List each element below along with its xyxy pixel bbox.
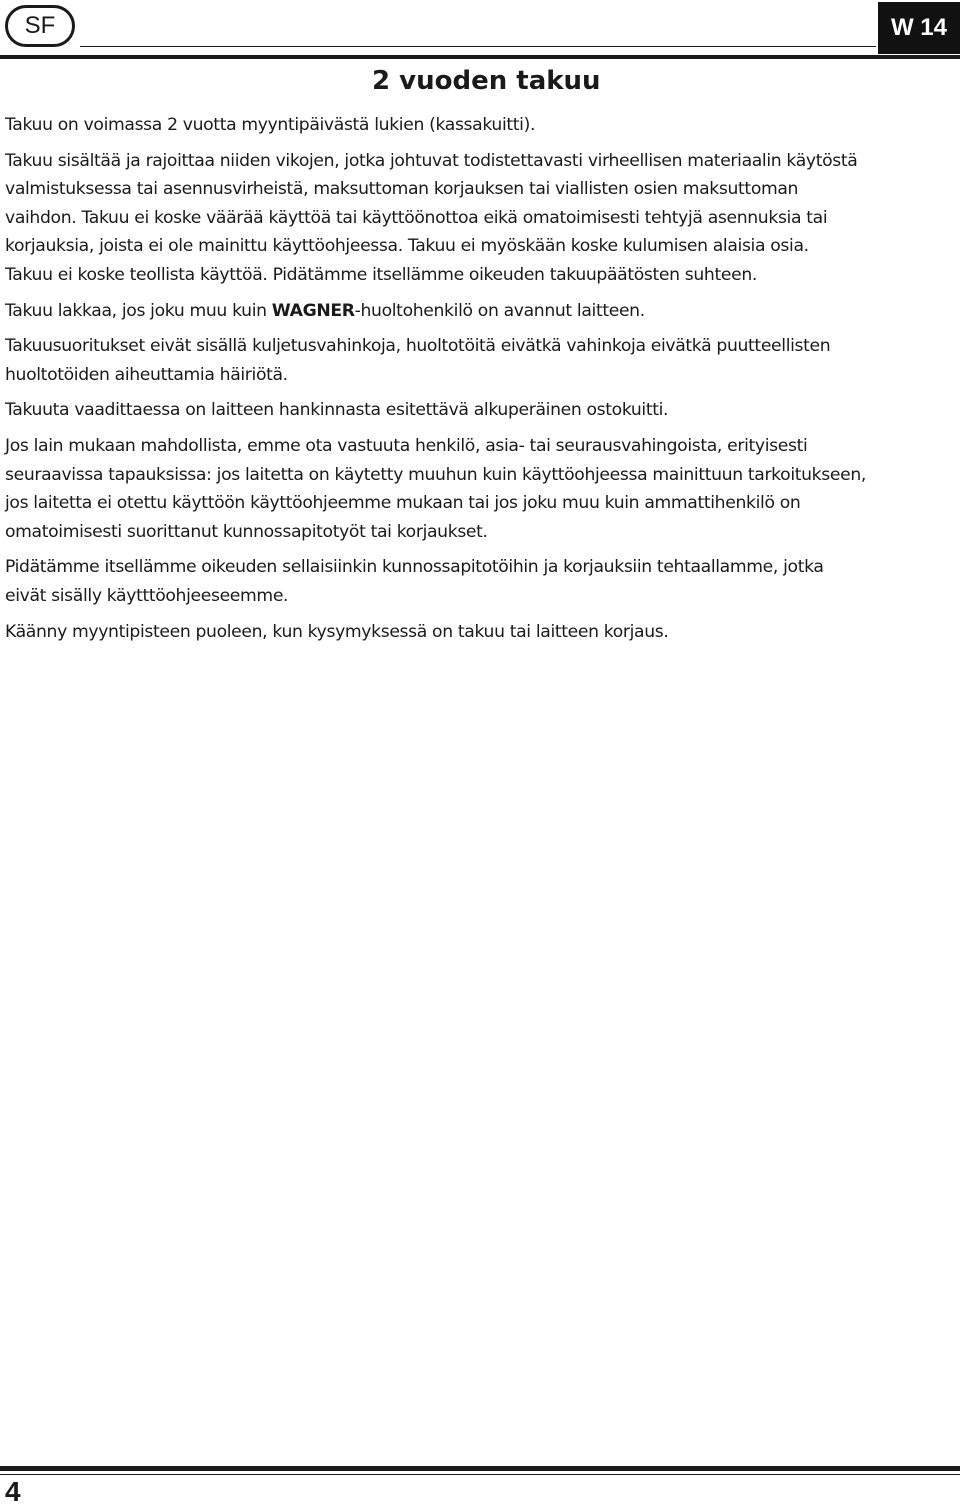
text-line: Takuu sisältää ja rajoittaa niiden vikojen, jotka johtuvat todistettavasti virheellisen materiaalin käytöstä: [5, 150, 858, 171]
text-line: Käänny myyntipisteen puoleen, kun kysymyksessä on takuu tai laitteen korjaus.: [5, 621, 669, 642]
text-line: jos laitetta ei otettu käyttöön käyttöohjeemme mukaan tai jos joku muu kuin ammattihenkilö on: [5, 493, 801, 514]
paragraph-coverage: [5, 147, 957, 290]
text-line: valmistuksessa tai asennusvirheistä, maksuttoman korjauksen tai viallisten osien maksuttoman: [5, 179, 799, 200]
text-line: Jos lain mukaan mahdollista, emme ota vastuuta henkilö, asia- tai seurausvahingoista, erityisesti: [5, 435, 808, 456]
page-number: 4: [5, 1476, 21, 1507]
text-line: Takuuta vaadittaessa on laitteen hankinnasta esitettävä alkuperäinen ostokuitti.: [5, 400, 669, 421]
footer-rule: [0, 1466, 960, 1471]
text-line: Takuusuoritukset eivät sisällä kuljetusvahinkoja, huoltotöitä eivätkä vahinkoja eivätkä puutteellisten: [5, 336, 831, 357]
warranty-text: [5, 111, 957, 653]
text-line: eivät sisälly käytttöohjeeseemme.: [5, 585, 289, 606]
page-title: 2 vuoden takuu: [372, 66, 601, 96]
paragraph-reservation: [5, 553, 957, 610]
paragraph-liability: [5, 432, 957, 546]
text-line: vaihdon. Takuu ei koske väärää käyttöä tai käyttöönottoa eikä omatoimisesti tehtyjä asennuksia tai: [5, 207, 828, 228]
text-line: korjauksia, joista ei ole mainittu käyttöohjeessa. Takuu ei myöskään koske kulumisen alaisia osia.: [5, 236, 809, 257]
paragraph-receipt: [5, 396, 957, 425]
header-rule: [80, 46, 876, 47]
text-fragment: -huoltohenkilö on avannut laitteen.: [354, 300, 645, 321]
text-fragment: Takuu lakkaa, jos joku muu kuin: [5, 300, 272, 321]
paragraph-contact: [5, 618, 957, 647]
model-label: W 14: [878, 2, 960, 54]
text-line: Takuu ei koske teollista käyttöä. Pidätämme itsellämme oikeuden takuupäätösten suhteen.: [5, 264, 757, 285]
text-line: omatoimisesti suorittanut kunnossapitotyöt tai korjaukset.: [5, 521, 488, 542]
footer-rule-thin: [0, 1474, 960, 1475]
paragraph-expiry: [5, 297, 957, 326]
brand-name: WAGNER: [271, 300, 355, 321]
text-line: [5, 297, 957, 326]
paragraph-validity: [5, 111, 957, 140]
page-header: [0, 0, 960, 60]
text-line: huoltotöiden aiheuttamia häiriötä.: [5, 364, 288, 385]
text-line: Pidätämme itsellämme oikeuden sellaisiinkin kunnossapitotöihin ja korjauksiin tehtaallamme, jotka: [5, 557, 824, 578]
header-divider: [0, 55, 960, 59]
text-line: Takuu on voimassa 2 vuotta myyntipäivästä lukien (kassakuitti).: [5, 115, 536, 135]
language-badge: SF: [5, 5, 75, 47]
text-line: seuraavissa tapauksissa: jos laitetta on käytetty muuhun kuin käyttöohjeessa mainittuun tarkoitukseen,: [5, 464, 866, 485]
paragraph-exclusions: [5, 332, 957, 389]
